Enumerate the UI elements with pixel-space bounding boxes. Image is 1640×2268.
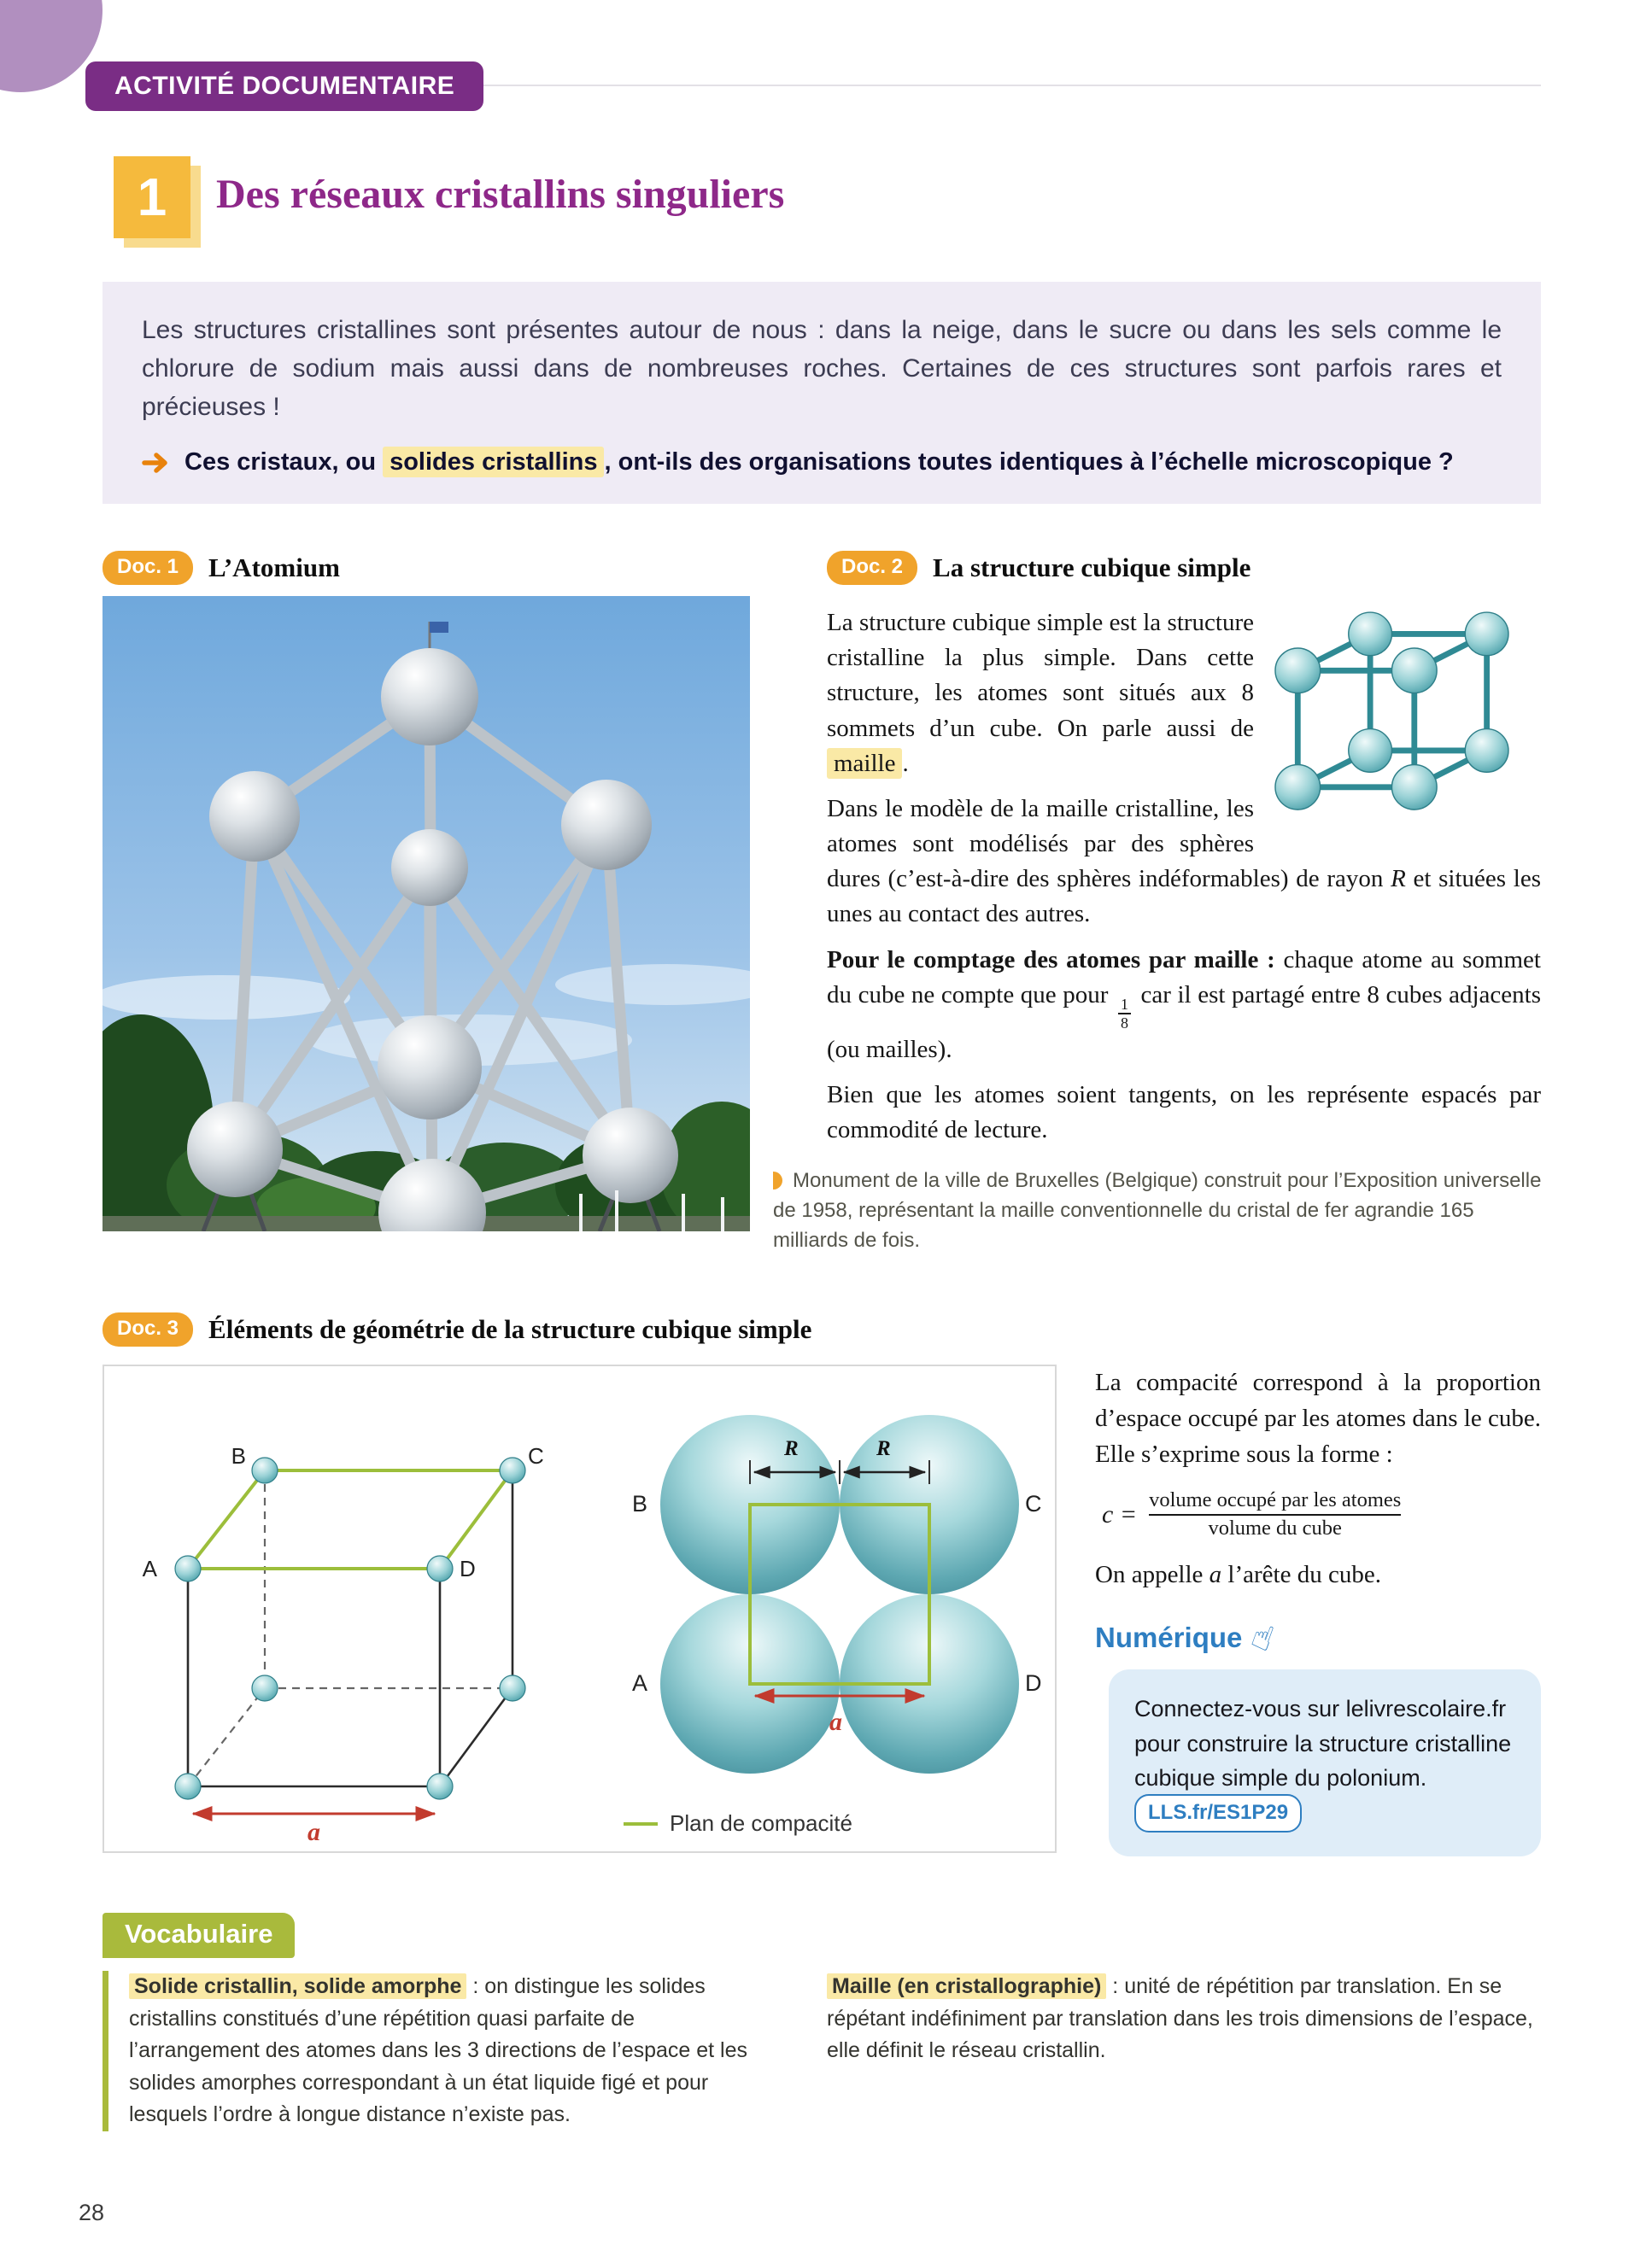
- radius-label-left: R: [784, 1437, 799, 1460]
- plane-label-c: C: [1025, 1491, 1042, 1517]
- page-title: Des réseaux cristallins singuliers: [216, 172, 785, 217]
- compacity-paragraph: La compacité correspond à la proportion d’espace occupé par les atomes dans le cube. Elle s’exprime sous la forme :: [1095, 1369, 1541, 1469]
- activity-number: 1: [114, 156, 190, 238]
- compacity-column: [1095, 1365, 1541, 1856]
- doc3-badge: Doc. 3: [102, 1312, 193, 1347]
- doc2-paragraph-2: Dans le modèle de la maille cristalline, les atomes sont modélisés par des sphères dures (c’est-à-dire des sphères indéformables) de rayon R et situées les unes au contact des autres.: [827, 794, 1541, 928]
- numerique-heading: [1095, 1616, 1541, 1661]
- lls-link[interactable]: LLS.fr/ES1P29: [1134, 1794, 1302, 1833]
- numerique-box: [1109, 1669, 1541, 1856]
- cube-diagram: [111, 1377, 606, 1842]
- plane-label-a: A: [632, 1670, 648, 1696]
- vocab-term: Maille (en cristallographie): [827, 1973, 1106, 1999]
- doc2-header: [827, 551, 1541, 585]
- cell-atoms: [1275, 612, 1508, 810]
- vocab-term: Solide cristallin, solide amorphe: [129, 1973, 466, 1999]
- geometry-diagram-box: [102, 1365, 1057, 1853]
- doc2-body: [827, 605, 1541, 1149]
- doc3-header: [102, 1312, 811, 1347]
- question-text: Ces cristaux, ou solides cristallins , ont-ils des organisations toutes identiques à l’échelle microscopique ?: [184, 448, 1454, 476]
- intro-box: [102, 282, 1541, 504]
- doc2-section: [827, 551, 1541, 1159]
- corner-atoms: [175, 1458, 525, 1799]
- compacity-plane-diagram: [613, 1378, 1045, 1809]
- problem-question: [142, 448, 1502, 476]
- caption-marker-icon: [773, 1172, 782, 1190]
- numerique-text: Connectez-vous sur lelivrescolaire.fr pour construire la structure cristalline cubique simple du polonium.: [1134, 1696, 1512, 1792]
- cube-label-a: A: [142, 1556, 157, 1581]
- compacity-formula: c = $\frac{\text{volume occupé par les atomes}}{\text{volume du cube}}$: [1102, 1488, 1541, 1541]
- doc1-title: L’Atomium: [208, 552, 340, 582]
- doc1-header: [102, 551, 340, 585]
- intro-paragraph: Les structures cristallines sont présentes autour de nous : dans la neige, dans le sucre ou dans les sels comme le chlorure de sodium mais aussi dans de nombreuses roches. Certaines de ces structures sont parfois rares et précieuses !: [142, 316, 1502, 421]
- legend-line-icon: [624, 1822, 658, 1826]
- pointing-hand-icon: ☝: [1246, 1616, 1280, 1661]
- arrow-right-icon: [142, 453, 171, 473]
- cube-edge-label: a: [308, 1818, 320, 1842]
- numerique-title: Numérique: [1095, 1622, 1243, 1654]
- doc2-paragraph-4: Bien que les atomes soient tangents, on les représente espacés par commodité de lecture.: [827, 1081, 1541, 1144]
- vocabulary-banner: Vocabulaire: [102, 1913, 295, 1958]
- formula-fraction: $\frac{\text{volume occupé par les atomes}}{\text{volume du cube}}$: [1149, 1488, 1401, 1541]
- vocab-entry-solide-cristallin: Solide cristallin, solide amorphe : on distingue les solides cristallins constitués d’une répétition quasi parfaite de l’arrangement des atomes dans les 3 directions de l’espace et les solides amorphes correspondant à un état liquide figé et pour lesquels l’ordre à longue distance n’existe pas.: [102, 1971, 764, 2131]
- doc1-badge: Doc. 1: [102, 551, 193, 585]
- visible-edges: [188, 1470, 512, 1786]
- atomium-illustration: [102, 596, 750, 1231]
- highlight-maille: maille: [827, 748, 902, 779]
- page-number: 28: [79, 2200, 105, 2225]
- plane-label-d: D: [1025, 1670, 1042, 1696]
- plane-label-b: B: [632, 1491, 648, 1517]
- hidden-edges: [188, 1470, 512, 1786]
- cube-label-b: B: [231, 1443, 246, 1469]
- cube-label-d: D: [460, 1556, 476, 1581]
- one-eighth-fraction: $\frac{1}{8}$: [1118, 996, 1131, 1032]
- edge-definition: On appelle a l’arête du cube.: [1095, 1561, 1381, 1589]
- legend-label: Plan de compacité: [670, 1810, 852, 1836]
- doc2-paragraph-1: La structure cubique simple est la structure cristalline la plus simple. Dans cette structure, les atomes sont situés aux 8 sommets d’un cube. On parle aussi de maille .: [827, 609, 1254, 777]
- cubic-cell-svg: [1274, 609, 1541, 819]
- photo-caption: Monument de la ville de Bruxelles (Belgique) construit pour l’Exposition universelle de 1958, représentant la maille conventionnelle du cristal de fer agrandie 165 milliards de fois.: [773, 1169, 1542, 1252]
- doc2-title: La structure cubique simple: [933, 552, 1251, 582]
- doc3-title: Éléments de géométrie de la structure cubique simple: [208, 1314, 812, 1344]
- diagram-legend: [624, 1810, 852, 1837]
- doc2-paragraph-3: Pour le comptage des atomes par maille : chaque atome au sommet du cube ne compte que pour $\frac{1}{8}$ car il est partagé entre 8 cubes adjacents (ou mailles).: [827, 945, 1541, 1064]
- atomium-photo: [102, 596, 750, 1231]
- section-banner: ACTIVITÉ DOCUMENTAIRE: [85, 61, 483, 111]
- plane-edge-label: a: [829, 1708, 842, 1736]
- highlight-solides-cristallins: solides cristallins: [383, 447, 604, 477]
- vocab-entry-maille: Maille (en cristallographie) : unité de répétition par translation. En se répétant indéfiniment par translation dans les trois dimensions de l’espace, elle définit le réseau cristallin.: [827, 1974, 1533, 2062]
- compacity-plane-edges: [188, 1470, 512, 1569]
- cubic-cell-figure: [1274, 609, 1541, 819]
- doc2-badge: Doc. 2: [827, 551, 917, 585]
- cell-edges: [1297, 634, 1486, 786]
- radius-label-right: R: [876, 1437, 891, 1460]
- cube-label-c: C: [528, 1443, 544, 1469]
